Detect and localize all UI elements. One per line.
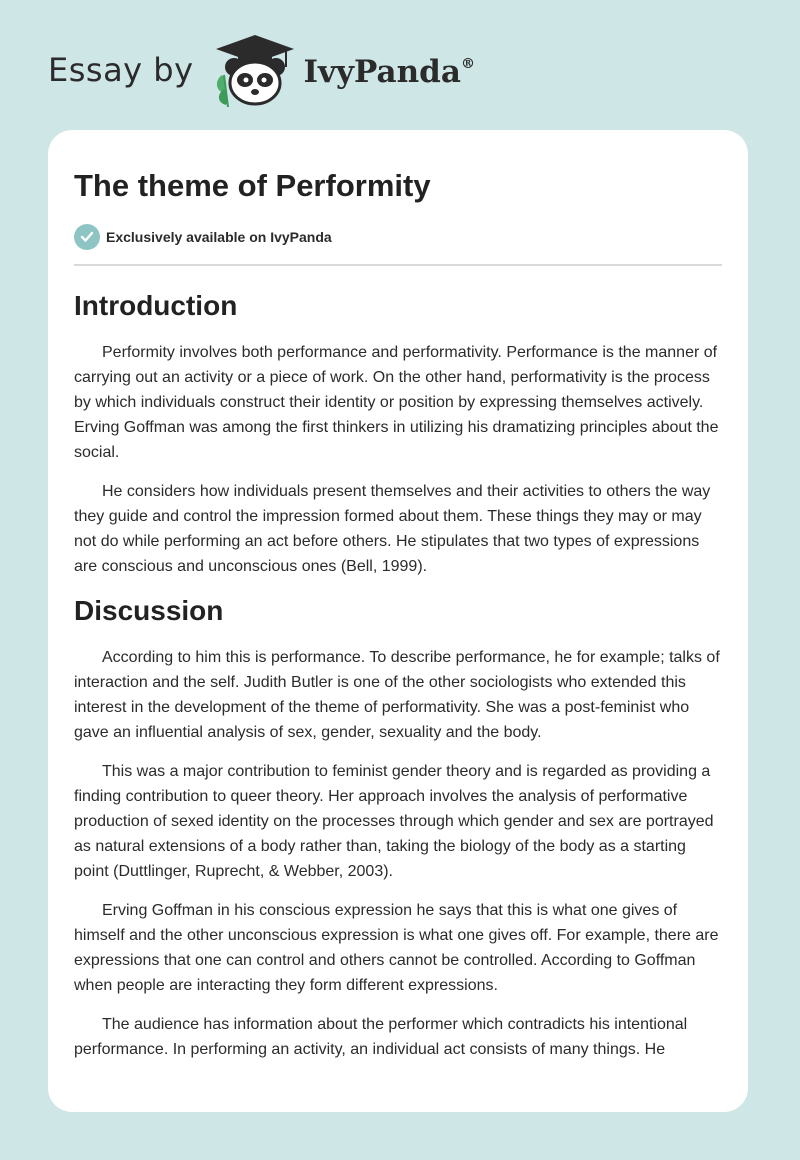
panda-logo-icon[interactable] xyxy=(210,31,300,109)
paragraph: The audience has information about the performer which contradicts his intentional performance. In performing an activity, an individual act consists of many things. He xyxy=(74,1016,688,1058)
section-body-introduction xyxy=(74,340,722,579)
paragraph: Performity involves both performance and performativity. Performance is the manner of carrying out an activity or a piece of work. On the other hand, performativity is the process by which individuals construct their identity or position by expressing themselves actively. Erving Goffman was among the first thinkers in utilizing his dramatizing principles about the social. xyxy=(74,344,719,461)
paragraph: Erving Goffman in his conscious expression he says that this is what one gives of himself and the other unconscious expression is what one gives off. For example, there are expressions that one can control and others cannot be controlled. According to Goffman when people are interacting they form different expressions. xyxy=(74,902,719,994)
paragraph: This was a major contribution to feminist gender theory and is regarded as providing a finding contribution to queer theory. Her approach involves the analysis of performative production of sexed identity on the processes through which gender and sex are portrayed as natural extensions of a body rather than, taking the biology of the body as a starting point (Duttlinger, Ruprecht, & Webber, 2003). xyxy=(74,763,714,880)
page-title: The theme of Performity xyxy=(74,168,431,203)
exclusive-badge xyxy=(74,224,722,266)
section-heading-introduction: Introduction xyxy=(74,290,238,321)
exclusive-badge-label: Exclusively available on IvyPanda xyxy=(106,229,332,245)
paragraph: He considers how individuals present themselves and their activities to others the way they guide and control the impression formed about them. These things they may or may not do while performing an act before others. He stipulates that two types of expressions are conscious and unconscious ones (Bell, 1999). xyxy=(74,483,711,575)
brand-name[interactable] xyxy=(304,54,475,90)
essay-card xyxy=(48,130,748,1112)
site-header xyxy=(48,30,475,110)
registered-mark: ® xyxy=(460,56,475,72)
section-heading-discussion: Discussion xyxy=(74,595,224,626)
essay-by-label: Essay by xyxy=(48,51,194,89)
paragraph: According to him this is performance. To describe performance, he for example; talks of interaction and the self. Judith Butler is one of the other sociologists who extended this interest in the development of the theme of performativity. She was a post-feminist who gave an influential analysis of sex, gender, sexuality and the body. xyxy=(74,649,720,741)
check-icon xyxy=(74,224,100,250)
section-body-discussion xyxy=(74,645,722,1062)
brand-label: IvyPanda xyxy=(303,54,461,90)
